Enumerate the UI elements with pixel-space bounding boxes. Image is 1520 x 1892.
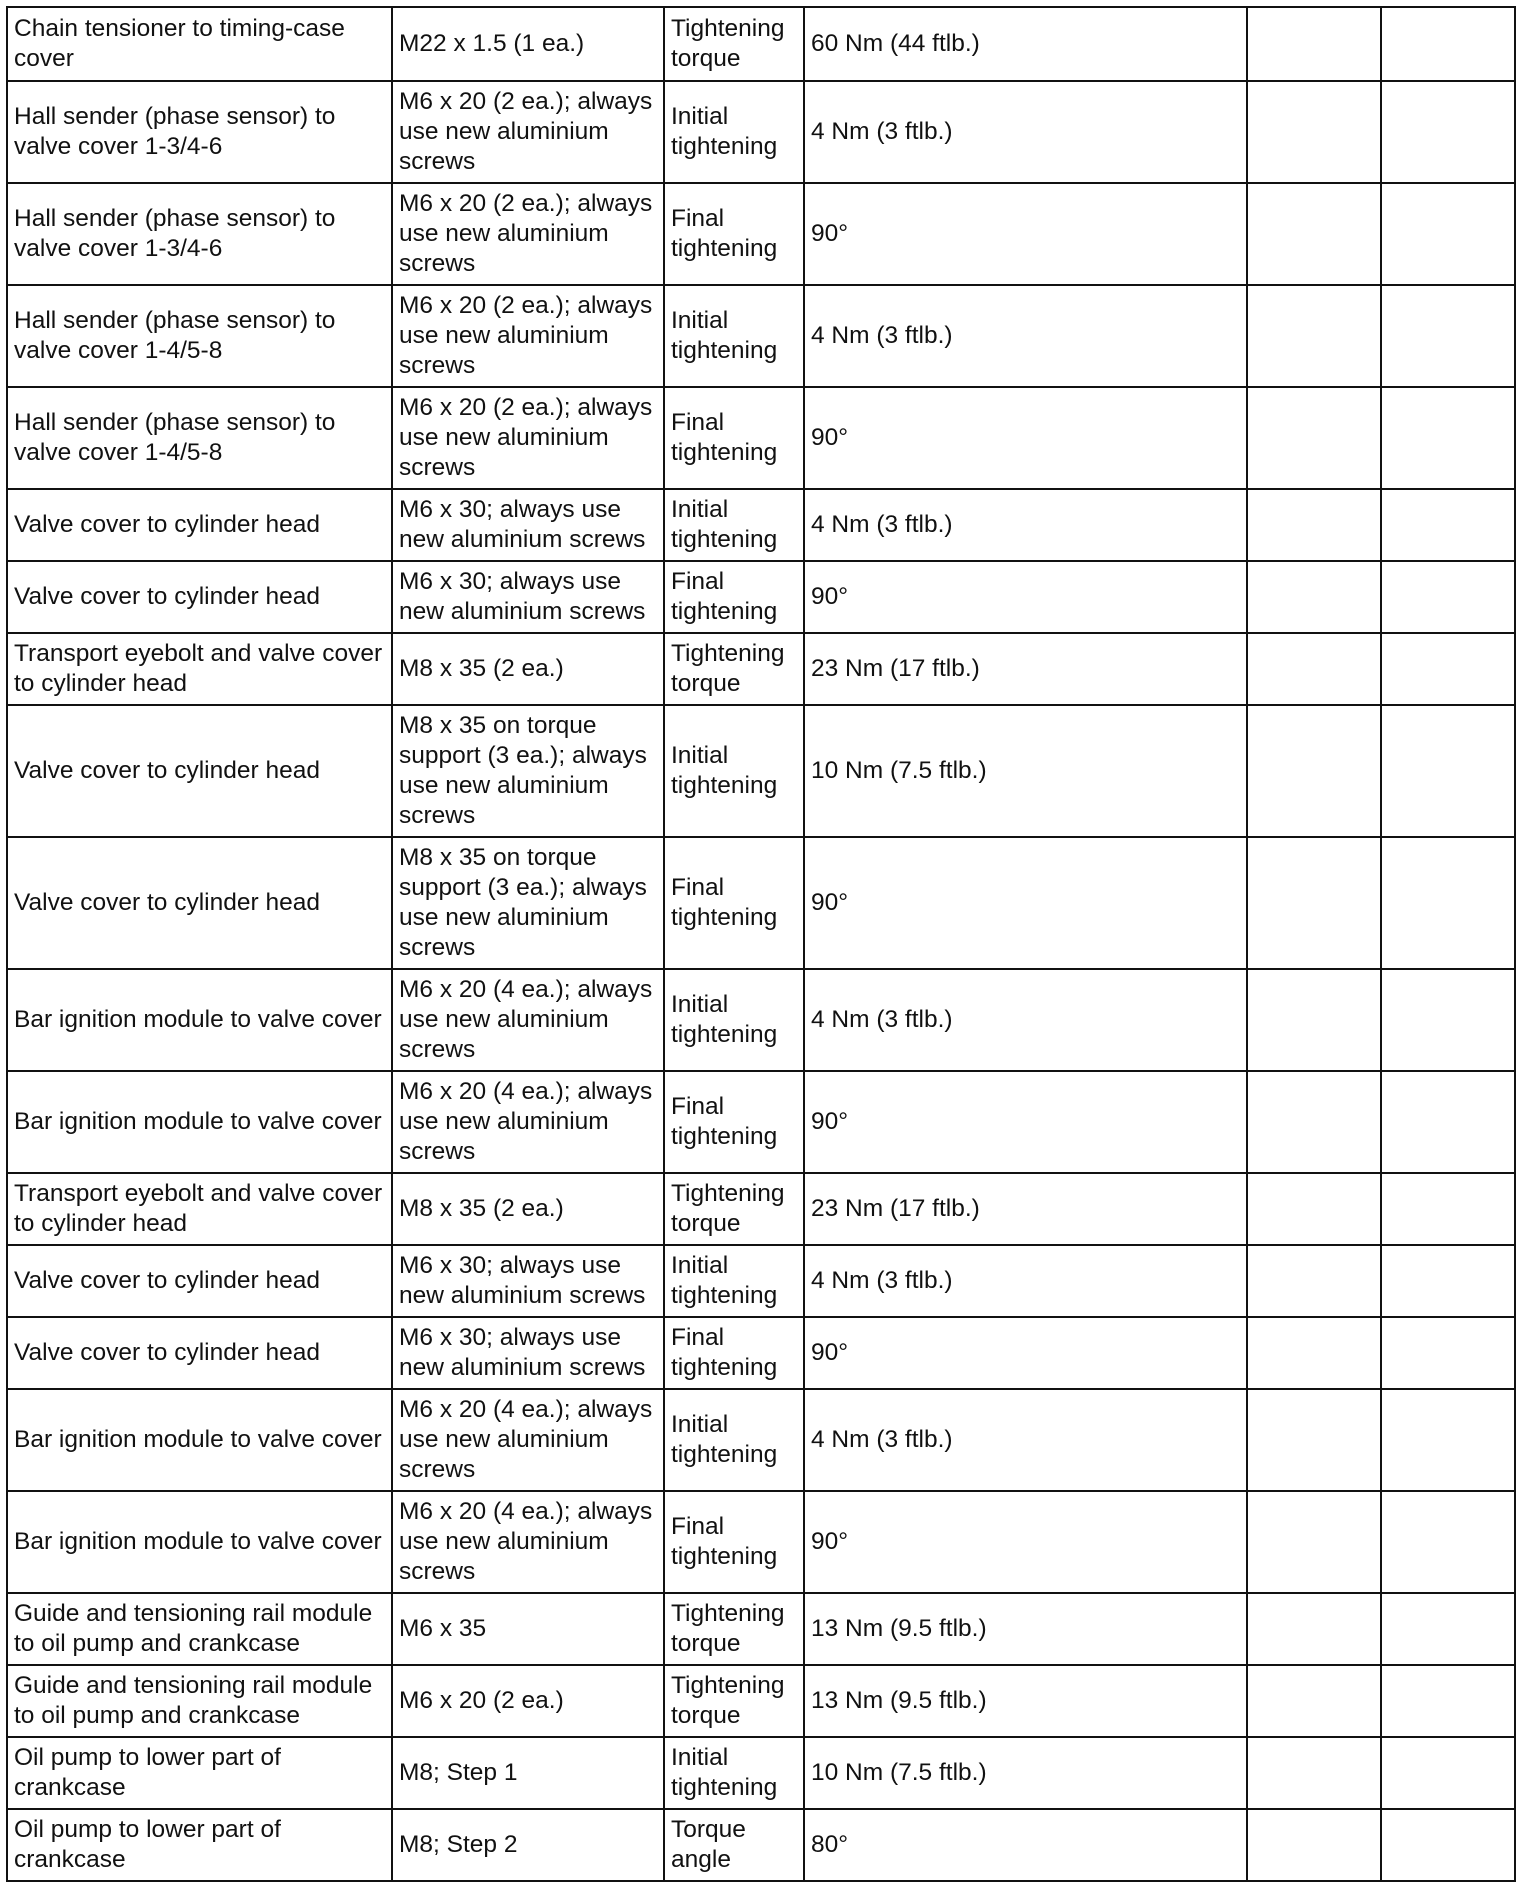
tightening-step-cell: Initial tightening: [664, 1737, 804, 1809]
component-cell: Valve cover to cylinder head: [7, 489, 392, 561]
component-cell: Valve cover to cylinder head: [7, 1317, 392, 1389]
empty-notes-cell: [1247, 1389, 1381, 1491]
component-cell: Transport eyebolt and valve cover to cylinder head: [7, 1173, 392, 1245]
table-row: [7, 1245, 1515, 1317]
table-row: [7, 969, 1515, 1071]
fastener-cell: M6 x 20 (4 ea.); always use new aluminium screws: [392, 1389, 664, 1491]
component-cell: Bar ignition module to valve cover: [7, 1491, 392, 1593]
tightening-step-cell: Initial tightening: [664, 489, 804, 561]
torque-value-cell: 90°: [804, 837, 1247, 969]
empty-notes-cell: [1247, 7, 1381, 81]
empty-notes-cell: [1247, 1737, 1381, 1809]
table-row: [7, 387, 1515, 489]
empty-notes-cell: [1381, 387, 1515, 489]
component-cell: Bar ignition module to valve cover: [7, 1389, 392, 1491]
component-cell: Transport eyebolt and valve cover to cylinder head: [7, 633, 392, 705]
torque-value-cell: 4 Nm (3 ftlb.): [804, 285, 1247, 387]
empty-notes-cell: [1247, 285, 1381, 387]
empty-notes-cell: [1381, 1389, 1515, 1491]
empty-notes-cell: [1247, 1665, 1381, 1737]
empty-notes-cell: [1381, 1245, 1515, 1317]
empty-notes-cell: [1247, 1491, 1381, 1593]
fastener-cell: M6 x 20 (2 ea.); always use new aluminium screws: [392, 183, 664, 285]
torque-spec-table-body: [7, 7, 1515, 1881]
torque-value-cell: 4 Nm (3 ftlb.): [804, 81, 1247, 183]
empty-notes-cell: [1247, 1071, 1381, 1173]
tightening-step-cell: Tightening torque: [664, 1173, 804, 1245]
torque-value-cell: 13 Nm (9.5 ftlb.): [804, 1593, 1247, 1665]
component-cell: Bar ignition module to valve cover: [7, 1071, 392, 1173]
tightening-step-cell: Initial tightening: [664, 1245, 804, 1317]
torque-value-cell: 4 Nm (3 ftlb.): [804, 1245, 1247, 1317]
table-row: [7, 705, 1515, 837]
component-cell: Valve cover to cylinder head: [7, 561, 392, 633]
tightening-step-cell: Initial tightening: [664, 705, 804, 837]
fastener-cell: M6 x 20 (2 ea.); always use new aluminium screws: [392, 387, 664, 489]
tightening-step-cell: Tightening torque: [664, 633, 804, 705]
empty-notes-cell: [1247, 561, 1381, 633]
empty-notes-cell: [1247, 1245, 1381, 1317]
fastener-cell: M6 x 20 (4 ea.); always use new aluminium screws: [392, 1071, 664, 1173]
tightening-step-cell: Torque angle: [664, 1809, 804, 1881]
table-row: [7, 1809, 1515, 1881]
component-cell: Guide and tensioning rail module to oil pump and crankcase: [7, 1665, 392, 1737]
component-cell: Guide and tensioning rail module to oil pump and crankcase: [7, 1593, 392, 1665]
fastener-cell: M6 x 20 (2 ea.): [392, 1665, 664, 1737]
empty-notes-cell: [1247, 1593, 1381, 1665]
fastener-cell: M8 x 35 on torque support (3 ea.); always use new aluminium screws: [392, 837, 664, 969]
tightening-step-cell: Initial tightening: [664, 81, 804, 183]
tightening-step-cell: Final tightening: [664, 183, 804, 285]
tightening-step-cell: Tightening torque: [664, 7, 804, 81]
component-cell: Hall sender (phase sensor) to valve cover 1-3/4-6: [7, 81, 392, 183]
component-cell: Oil pump to lower part of crankcase: [7, 1737, 392, 1809]
table-row: [7, 1317, 1515, 1389]
table-row: [7, 1665, 1515, 1737]
torque-value-cell: 90°: [804, 387, 1247, 489]
table-row: [7, 1173, 1515, 1245]
component-cell: Hall sender (phase sensor) to valve cover 1-3/4-6: [7, 183, 392, 285]
empty-notes-cell: [1247, 705, 1381, 837]
empty-notes-cell: [1247, 969, 1381, 1071]
torque-value-cell: 4 Nm (3 ftlb.): [804, 969, 1247, 1071]
fastener-cell: M22 x 1.5 (1 ea.): [392, 7, 664, 81]
fastener-cell: M6 x 30; always use new aluminium screws: [392, 1317, 664, 1389]
fastener-cell: M8 x 35 (2 ea.): [392, 633, 664, 705]
empty-notes-cell: [1381, 1593, 1515, 1665]
fastener-cell: M6 x 30; always use new aluminium screws: [392, 489, 664, 561]
empty-notes-cell: [1381, 7, 1515, 81]
empty-notes-cell: [1381, 1809, 1515, 1881]
empty-notes-cell: [1247, 387, 1381, 489]
component-cell: Bar ignition module to valve cover: [7, 969, 392, 1071]
fastener-cell: M8; Step 2: [392, 1809, 664, 1881]
tightening-step-cell: Tightening torque: [664, 1665, 804, 1737]
empty-notes-cell: [1381, 285, 1515, 387]
empty-notes-cell: [1247, 1173, 1381, 1245]
empty-notes-cell: [1247, 633, 1381, 705]
empty-notes-cell: [1247, 183, 1381, 285]
empty-notes-cell: [1247, 81, 1381, 183]
table-row: [7, 1491, 1515, 1593]
empty-notes-cell: [1381, 969, 1515, 1071]
empty-notes-cell: [1381, 705, 1515, 837]
table-row: [7, 1389, 1515, 1491]
table-row: [7, 1737, 1515, 1809]
torque-value-cell: 90°: [804, 1317, 1247, 1389]
empty-notes-cell: [1247, 1317, 1381, 1389]
fastener-cell: M8 x 35 on torque support (3 ea.); always use new aluminium screws: [392, 705, 664, 837]
torque-value-cell: 90°: [804, 183, 1247, 285]
tightening-step-cell: Initial tightening: [664, 1389, 804, 1491]
tightening-step-cell: Initial tightening: [664, 969, 804, 1071]
torque-value-cell: 60 Nm (44 ftlb.): [804, 7, 1247, 81]
torque-value-cell: 4 Nm (3 ftlb.): [804, 489, 1247, 561]
table-row: [7, 7, 1515, 81]
torque-value-cell: 23 Nm (17 ftlb.): [804, 633, 1247, 705]
component-cell: Chain tensioner to timing-case cover: [7, 7, 392, 81]
torque-value-cell: 90°: [804, 1491, 1247, 1593]
empty-notes-cell: [1381, 1491, 1515, 1593]
fastener-cell: M6 x 30; always use new aluminium screws: [392, 1245, 664, 1317]
empty-notes-cell: [1381, 489, 1515, 561]
table-row: [7, 561, 1515, 633]
component-cell: Hall sender (phase sensor) to valve cover 1-4/5-8: [7, 285, 392, 387]
fastener-cell: M6 x 20 (4 ea.); always use new aluminium screws: [392, 1491, 664, 1593]
tightening-step-cell: Final tightening: [664, 1071, 804, 1173]
empty-notes-cell: [1381, 633, 1515, 705]
empty-notes-cell: [1381, 1317, 1515, 1389]
fastener-cell: M6 x 20 (4 ea.); always use new aluminium screws: [392, 969, 664, 1071]
empty-notes-cell: [1247, 1809, 1381, 1881]
component-cell: Oil pump to lower part of crankcase: [7, 1809, 392, 1881]
torque-value-cell: 13 Nm (9.5 ftlb.): [804, 1665, 1247, 1737]
empty-notes-cell: [1247, 837, 1381, 969]
empty-notes-cell: [1381, 81, 1515, 183]
component-cell: Valve cover to cylinder head: [7, 837, 392, 969]
torque-value-cell: 80°: [804, 1809, 1247, 1881]
empty-notes-cell: [1381, 1665, 1515, 1737]
torque-value-cell: 10 Nm (7.5 ftlb.): [804, 705, 1247, 837]
empty-notes-cell: [1381, 561, 1515, 633]
table-row: [7, 1071, 1515, 1173]
fastener-cell: M8; Step 1: [392, 1737, 664, 1809]
empty-notes-cell: [1381, 183, 1515, 285]
tightening-step-cell: Tightening torque: [664, 1593, 804, 1665]
table-row: [7, 837, 1515, 969]
torque-value-cell: 90°: [804, 1071, 1247, 1173]
tightening-step-cell: Final tightening: [664, 837, 804, 969]
tightening-step-cell: Final tightening: [664, 561, 804, 633]
tightening-step-cell: Final tightening: [664, 387, 804, 489]
empty-notes-cell: [1381, 1071, 1515, 1173]
empty-notes-cell: [1381, 1173, 1515, 1245]
tightening-step-cell: Final tightening: [664, 1317, 804, 1389]
fastener-cell: M6 x 30; always use new aluminium screws: [392, 561, 664, 633]
table-row: [7, 633, 1515, 705]
torque-value-cell: 23 Nm (17 ftlb.): [804, 1173, 1247, 1245]
torque-value-cell: 90°: [804, 561, 1247, 633]
component-cell: Hall sender (phase sensor) to valve cover 1-4/5-8: [7, 387, 392, 489]
table-row: [7, 1593, 1515, 1665]
empty-notes-cell: [1381, 1737, 1515, 1809]
table-row: [7, 285, 1515, 387]
torque-value-cell: 4 Nm (3 ftlb.): [804, 1389, 1247, 1491]
fastener-cell: M6 x 20 (2 ea.); always use new aluminium screws: [392, 285, 664, 387]
fastener-cell: M6 x 35: [392, 1593, 664, 1665]
table-row: [7, 183, 1515, 285]
component-cell: Valve cover to cylinder head: [7, 705, 392, 837]
torque-spec-table: [6, 6, 1516, 1882]
empty-notes-cell: [1247, 489, 1381, 561]
fastener-cell: M8 x 35 (2 ea.): [392, 1173, 664, 1245]
empty-notes-cell: [1381, 837, 1515, 969]
fastener-cell: M6 x 20 (2 ea.); always use new aluminium screws: [392, 81, 664, 183]
table-row: [7, 81, 1515, 183]
torque-value-cell: 10 Nm (7.5 ftlb.): [804, 1737, 1247, 1809]
tightening-step-cell: Initial tightening: [664, 285, 804, 387]
component-cell: Valve cover to cylinder head: [7, 1245, 392, 1317]
table-row: [7, 489, 1515, 561]
tightening-step-cell: Final tightening: [664, 1491, 804, 1593]
